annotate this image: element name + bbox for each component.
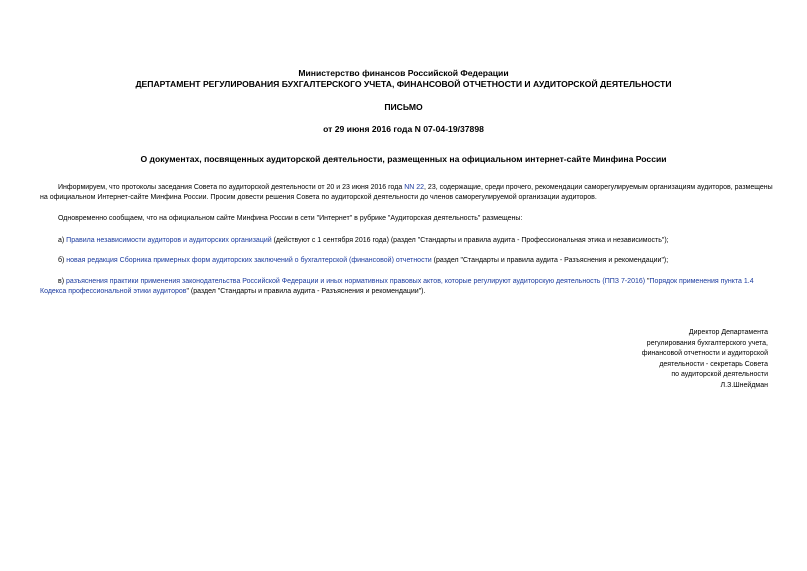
protocol-link[interactable]: NN 22	[404, 184, 425, 191]
signature-block	[560, 328, 768, 391]
document-subject: О документах, посвященных аудиторской деятельности, размещенных на официальном интернет-сайте Минфина России	[140, 154, 667, 164]
signatory-name: Л.З.Шнейдман	[720, 381, 768, 389]
document-type: ПИСЬМО	[384, 102, 423, 112]
paragraph-1: Информируем, что протоколы заседания Совета по аудиторской деятельности от 20 и 23 июня 2016 года NN 22, 23, содержащие, среди прочего, рекомендации саморегулируемым организациям аудиторов, размещены на официальном Интернет-сайте Минфина России. Просим довести решения Совета по аудиторской деятельности до членов саморегулируемой организации аудиторов.	[40, 184, 773, 201]
signature-line: по аудиторской деятельности	[671, 371, 768, 378]
signature-line: Директор Департамента	[688, 329, 768, 336]
signature-line: деятельности - секретарь Совета	[659, 360, 768, 368]
paragraph-2: Одновременно сообщаем, что на официальном сайте Минфина России в сети "Интернет" в рубрике "Аудиторская деятельность" размещены:	[58, 215, 523, 222]
independence-rules-link[interactable]: Правила независимости аудиторов и аудиторских организаций	[66, 237, 272, 244]
ethics-code-procedure-link[interactable]: Порядок применения пункта 1.4 Кодекса профессиональной этики аудиторов	[40, 278, 754, 295]
list-item-b: б) новая редакция Сборника примерных форм аудиторских заключений о бухгалтерской (финансовой) отчетности (раздел "Стандарты и правила аудита - Разъяснения и рекомендации");	[58, 257, 669, 264]
list-item-a: а) Правила независимости аудиторов и аудиторских организаций (действуют с 1 сентября 2016 года) (раздел "Стандарты и правила аудита - Профессиональная этика и независимость");	[58, 237, 669, 244]
ministry-name: Министерство финансов Российской Федерации	[298, 68, 509, 78]
signature-line: регулирования бухгалтерского учета,	[646, 339, 768, 347]
document-date-number: от 29 июня 2016 года N 07-04-19/37898	[323, 124, 484, 134]
department-name: ДЕПАРТАМЕНТ РЕГУЛИРОВАНИЯ БУХГАЛТЕРСКОГО УЧЕТА, ФИНАНСОВОЙ ОТЧЕТНОСТИ И АУДИТОРСКОЙ ДЕЯТЕЛЬНОСТИ	[135, 79, 672, 89]
list-item-c: в) разъяснения практики применения законодательства Российской Федерации и иных нормативных правовых актов, которые регулируют аудиторскую деятельность (ППЗ 7-2016) "Порядок применения пункта 1.4 Кодекса профессиональной этики аудиторов" (раздел "Стандарты и правила аудита - Разъяснения и рекомендации").	[40, 278, 754, 295]
audit-forms-collection-link[interactable]: новая редакция Сборника примерных форм аудиторских заключений о бухгалтерской (финансовой) отчетности	[66, 257, 432, 264]
practice-clarifications-link[interactable]: разъяснения практики применения законодательства Российской Федерации и иных нормативных правовых актов, которые регулируют аудиторскую деятельность (ППЗ 7-2016)	[66, 278, 646, 285]
signature-line: финансовой отчетности и аудиторской	[641, 350, 768, 357]
